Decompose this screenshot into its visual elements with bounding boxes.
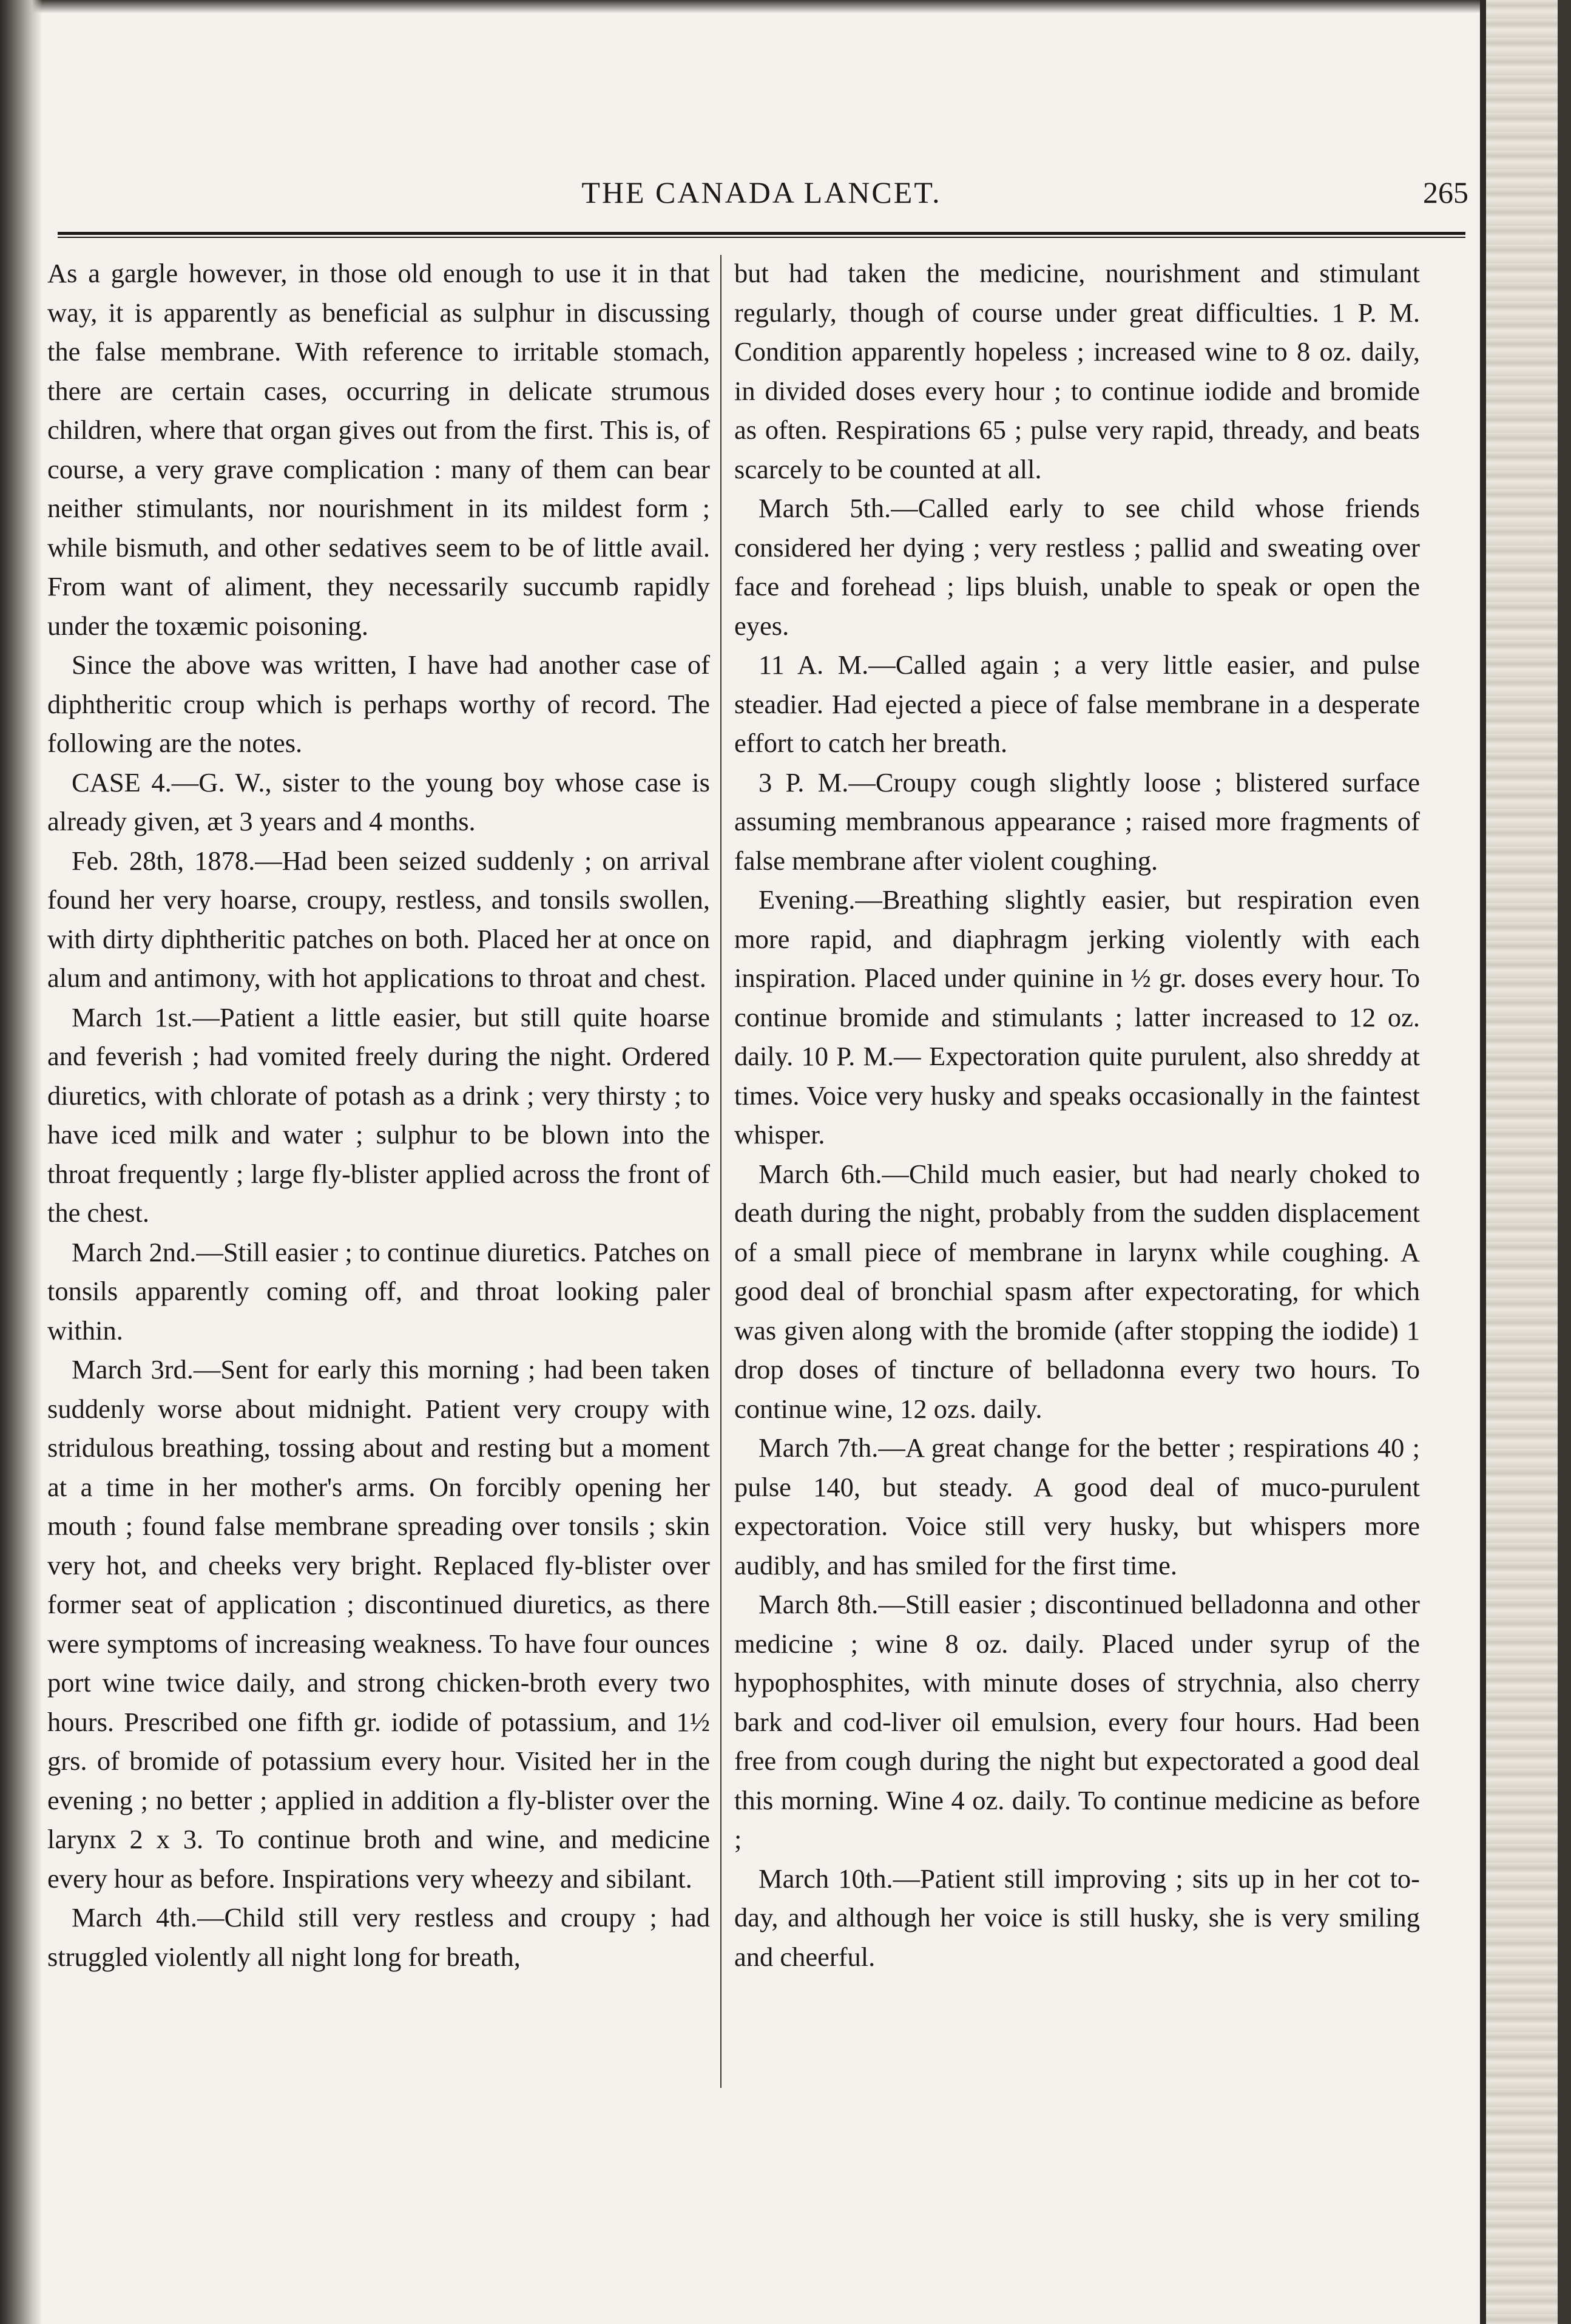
scan-top-edge [0,0,1571,13]
page-number: 265 [1423,175,1468,209]
paragraph: 11 A. M.—Called again ; a very little easier, and pulse steadier. Had ejected a piece of false membrane in a desperate effort to catch her breath. [734,649,1420,758]
paragraph: March 3rd.—Sent for early this morning ; had been taken suddenly worse about midnight. Patient very croupy with stridulous breathing, tossing about and resting but a moment at a time in her mother's arms. On forcibly opening her mouth ; found false membrane spreading over tonsils ; skin very hot, and cheeks very bright. Replaced fly-blister over former seat of application ; discontinued diuretics, as there were symptoms of increasing weakness. To have four ounces port wine twice daily, and strong chicken-broth every two hours. Prescribed one fifth gr. iodide of potassium, and 1½ grs. of bromide of potassium every hour. Visited her in the evening ; no better ; applied in addition a fly-blister over the larynx 2 x 3. To continue broth and wine, and medicine every hour as before. Inspirations very wheezy and sibilant. [47,1354,710,1894]
paragraph: March 1st.—Patient a little easier, but still quite hoarse and feverish ; had vomited freely during the night. Ordered diuretics, with chlorate of potash as a drink ; very thirsty ; to have iced milk and water ; sulphur to be blown into the throat frequently ; large fly-blister applied across the front of the chest. [47,1001,710,1228]
paragraph: 3 P. M.—Croupy cough slightly loose ; blistered surface assuming membranous appearance ; raised more fragments of false membrane after violent coughing. [734,767,1420,876]
paragraph: March 6th.—Child much easier, but had nearly choked to death during the night, probably from the sudden displacement of a small piece of membrane in larynx while coughing. A good deal of bronchial spasm after expectorating, for which was given along with the bromide (after stopping the iodide) 1 drop doses of tincture of belladonna every two hours. To continue wine, 12 ozs. daily. [734,1158,1420,1424]
paragraph: Evening.—Breathing slightly easier, but respiration even more rapid, and diaphragm jerking violently with each inspiration. Placed under quinine in ½ gr. doses every hour. To continue bromide and stimulants ; latter increased to 12 oz. daily. 10 P. M.— Expectoration quite purulent, also shreddy at times. Voice very husky and speaks occasionally in the faintest whisper. [734,884,1420,1150]
paragraph: March 7th.—A great change for the better ; respirations 40 ; pulse 140, but steady. A good deal of muco-purulent expectoration. Voice still very husky, but whispers more audibly, and has smiled for the first time. [734,1432,1420,1580]
paragraph: March 2nd.—Still easier ; to continue diuretics. Patches on tonsils apparently coming off, and throat looking paler within. [47,1236,710,1346]
journal-title: THE CANADA LANCET. [581,175,942,209]
left-column [47,254,710,1976]
running-head [55,169,1468,217]
paragraph: March 4th.—Child still very restless and croupy ; had struggled violently all night long for breath, [47,1902,710,1972]
paragraph: CASE 4.—G. W., sister to the young boy whose case is already given, æt 3 years and 4 months. [47,767,710,836]
scan-right-edge [1480,0,1571,2324]
paragraph: Feb. 28th, 1878.—Had been seized suddenly ; on arrival found her very hoarse, croupy, restless, and tonsils swollen, with dirty diphtheritic patches on both. Placed her at once on alum and antimony, with hot applications to throat and chest. [47,845,710,993]
paragraph: but had taken the medicine, nourishment and stimulant regularly, though of course under great difficulties. 1 P. M. Condition apparently hopeless ; increased wine to 8 oz. daily, in divided doses every hour ; to continue iodide and bromide as often. Respirations 65 ; pulse very rapid, thready, and beats scarcely to be counted at all. [734,258,1420,484]
paragraph: Since the above was written, I have had another case of diphtheritic croup which is perhaps worthy of record. The following are the notes. [47,649,710,758]
header-rule [58,232,1465,238]
scan-left-edge [0,0,42,2324]
paragraph: As a gargle however, in those old enough to use it in that way, it is apparently as beneficial as sulphur in discussing the false membrane. With reference to irritable stomach, there are certain cases, occurring in delicate strumous children, where that organ gives out from the first. This is, of course, a very grave complication : many of them can bear neither stimulants, nor nourishment in its mildest form ; while bismuth, and other sedatives seem to be of little avail. From want of aliment, they necessarily succumb rapidly under the toxæmic poisoning. [47,258,710,641]
column-divider [720,255,721,2088]
paragraph: March 10th.—Patient still improving ; sits up in her cot to-day, and although her voice is still husky, she is very smiling and cheerful. [734,1863,1420,1972]
right-column [734,254,1420,1976]
paragraph: March 5th.—Called early to see child whose friends considered her dying ; very restless ; pallid and sweating over face and forehead ; lips bluish, unable to speak or open the eyes. [734,493,1420,641]
paragraph: March 8th.—Still easier ; discontinued belladonna and other medicine ; wine 8 oz. daily. Placed under syrup of the hypophosphites, with minute doses of strychnia, also cherry bark and cod-liver oil emulsion, every four hours. Had been free from cough during the night but expectorated a good deal this morning. Wine 4 oz. daily. To continue medicine as before ; [734,1589,1420,1854]
